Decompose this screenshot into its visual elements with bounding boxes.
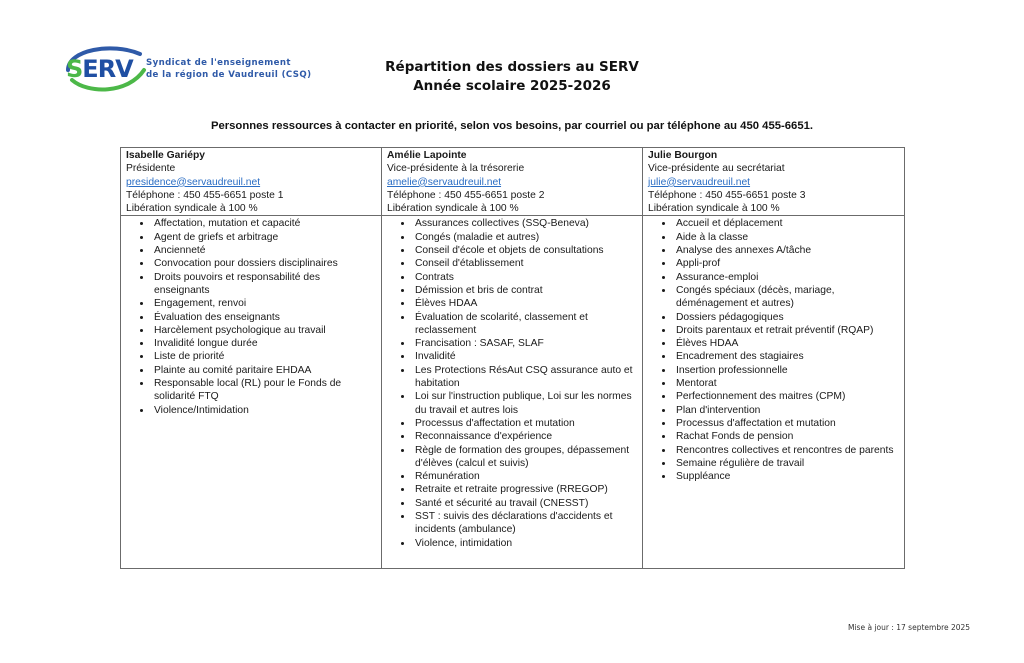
topic-item: • Conseil d'école et objets de consultations [413, 244, 638, 257]
topic-item: • Encadrement des stagiaires [674, 350, 900, 363]
topic-item: • Évaluation de scolarité, classement et reclassement [413, 311, 638, 338]
topic-item: • Élèves HDAA [413, 297, 638, 310]
topic-item: • Insertion professionnelle [674, 364, 900, 377]
contact-card [643, 148, 905, 216]
topic-item: • Loi sur l'instruction publique, Loi sur les normes du travail et autres lois [413, 390, 638, 417]
org-line-2: de la région de Vaudreuil (CSQ) [146, 69, 312, 80]
topics-cell [643, 216, 905, 569]
topic-item: • Liste de priorité [152, 350, 377, 363]
topic-item: • Élèves HDAA [674, 337, 900, 350]
topic-list [648, 217, 900, 483]
topic-item: • Plan d'intervention [674, 404, 900, 417]
email-link[interactable]: julie@servaudreuil.net [648, 176, 751, 188]
contacts-row [121, 148, 905, 216]
topic-item: • Responsable local (RL) pour le Fonds de solidarité FTQ [152, 377, 377, 404]
topic-item: • Congés (maladie et autres) [413, 231, 638, 244]
topic-item: • Mentorat [674, 377, 900, 390]
topic-item: • Accueil et déplacement [674, 217, 900, 230]
topic-item: • Ancienneté [152, 244, 377, 257]
topic-item: • Les Protections RésAut CSQ assurance auto et habitation [413, 364, 638, 391]
topic-item: • Droits parentaux et retrait préventif (RQAP) [674, 324, 900, 337]
topic-item: • Conseil d'établissement [413, 257, 638, 270]
topic-list [387, 217, 638, 549]
topic-item: • Semaine régulière de travail [674, 457, 900, 470]
topic-item: • Plainte au comité paritaire EHDAA [152, 364, 377, 377]
topic-item: • Analyse des annexes A/tâche [674, 244, 900, 257]
topic-item: • Rachat Fonds de pension [674, 430, 900, 443]
topic-item: • Agent de griefs et arbitrage [152, 231, 377, 244]
topic-item: • Rémunération [413, 470, 638, 483]
liberation: Libération syndicale à 100 % [126, 203, 258, 215]
last-updated: Mise à jour : 17 septembre 2025 [848, 623, 971, 632]
topic-item: • Démission et bris de contrat [413, 284, 638, 297]
topic-item: • Contrats [413, 271, 638, 284]
person-role: Vice-présidente à la trésorerie [387, 163, 525, 175]
topics-cell [382, 216, 643, 569]
topic-item: • Affectation, mutation et capacité [152, 217, 377, 230]
person-role: Vice-présidente au secrétariat [648, 163, 785, 175]
topic-list [126, 217, 377, 416]
topic-item: • Violence, intimidation [413, 537, 638, 550]
topic-item: • Violence/Intimidation [152, 404, 377, 417]
phone: Téléphone : 450 455-6651 poste 1 [126, 189, 284, 201]
topic-item: • Assurances collectives (SSQ-Beneva) [413, 217, 638, 230]
email-link[interactable]: presidence@servaudreuil.net [126, 176, 261, 188]
topic-item: • Droits pouvoirs et responsabilité des enseignants [152, 271, 377, 298]
topic-item: • Santé et sécurité au travail (CNESST) [413, 497, 638, 510]
topic-item: • Aide à la classe [674, 231, 900, 244]
topic-item: • Processus d'affectation et mutation [674, 417, 900, 430]
topic-item: • Règle de formation des groupes, dépassement d'élèves (calcul et suivis) [413, 444, 638, 471]
topic-item: • Convocation pour dossiers disciplinaires [152, 257, 377, 270]
phone: Téléphone : 450 455-6651 poste 3 [648, 189, 806, 201]
contact-instructions: Personnes ressources à contacter en priorité, selon vos besoins, par courriel ou par téléphone au 450 455-6651. [210, 120, 814, 132]
topic-item: • Invalidité [413, 350, 638, 363]
topic-item: • Perfectionnement des maitres (CPM) [674, 390, 900, 403]
topic-item: • Dossiers pédagogiques [674, 311, 900, 324]
topics-cell [121, 216, 382, 569]
contact-card [382, 148, 643, 216]
topic-item: • Francisation : SASAF, SLAF [413, 337, 638, 350]
liberation: Libération syndicale à 100 % [648, 203, 780, 215]
contact-card [121, 148, 382, 216]
email-link[interactable]: amelie@servaudreuil.net [387, 176, 502, 188]
svg-text:SERV: SERV [66, 55, 133, 83]
responsibilities-table [120, 147, 905, 569]
person-name: Isabelle Gariépy [126, 150, 205, 161]
liberation: Libération syndicale à 100 % [387, 203, 519, 215]
topic-item: • Engagement, renvoi [152, 297, 377, 310]
topic-item: • SST : suivis des déclarations d'accidents et incidents (ambulance) [413, 510, 638, 537]
page-title [0, 58, 1024, 96]
topic-item: • Rencontres collectives et rencontres de parents [674, 444, 900, 457]
title-line-1: Répartition des dossiers au SERV [385, 59, 639, 75]
topic-item: • Évaluation des enseignants [152, 311, 377, 324]
topic-item: • Assurance-emploi [674, 271, 900, 284]
topic-item: • Reconnaissance d'expérience [413, 430, 638, 443]
phone: Téléphone : 450 455-6651 poste 2 [387, 189, 545, 201]
org-line-1: Syndicat de l'enseignement [146, 58, 291, 68]
title-line-2: Année scolaire 2025-2026 [413, 78, 611, 94]
topic-item: • Appli-prof [674, 257, 900, 270]
topic-item: • Invalidité longue durée [152, 337, 377, 350]
person-role: Présidente [126, 163, 176, 175]
topic-item: • Suppléance [674, 470, 900, 483]
person-name: Amélie Lapointe [387, 150, 467, 161]
topics-row [121, 216, 905, 569]
topic-item: • Harcèlement psychologique au travail [152, 324, 377, 337]
topic-item: • Retraite et retraite progressive (RREGOP) [413, 483, 638, 496]
topic-item: • Processus d'affectation et mutation [413, 417, 638, 430]
topic-item: • Congés spéciaux (décès, mariage, déménagement et autres) [674, 284, 900, 311]
person-name: Julie Bourgon [648, 150, 718, 161]
